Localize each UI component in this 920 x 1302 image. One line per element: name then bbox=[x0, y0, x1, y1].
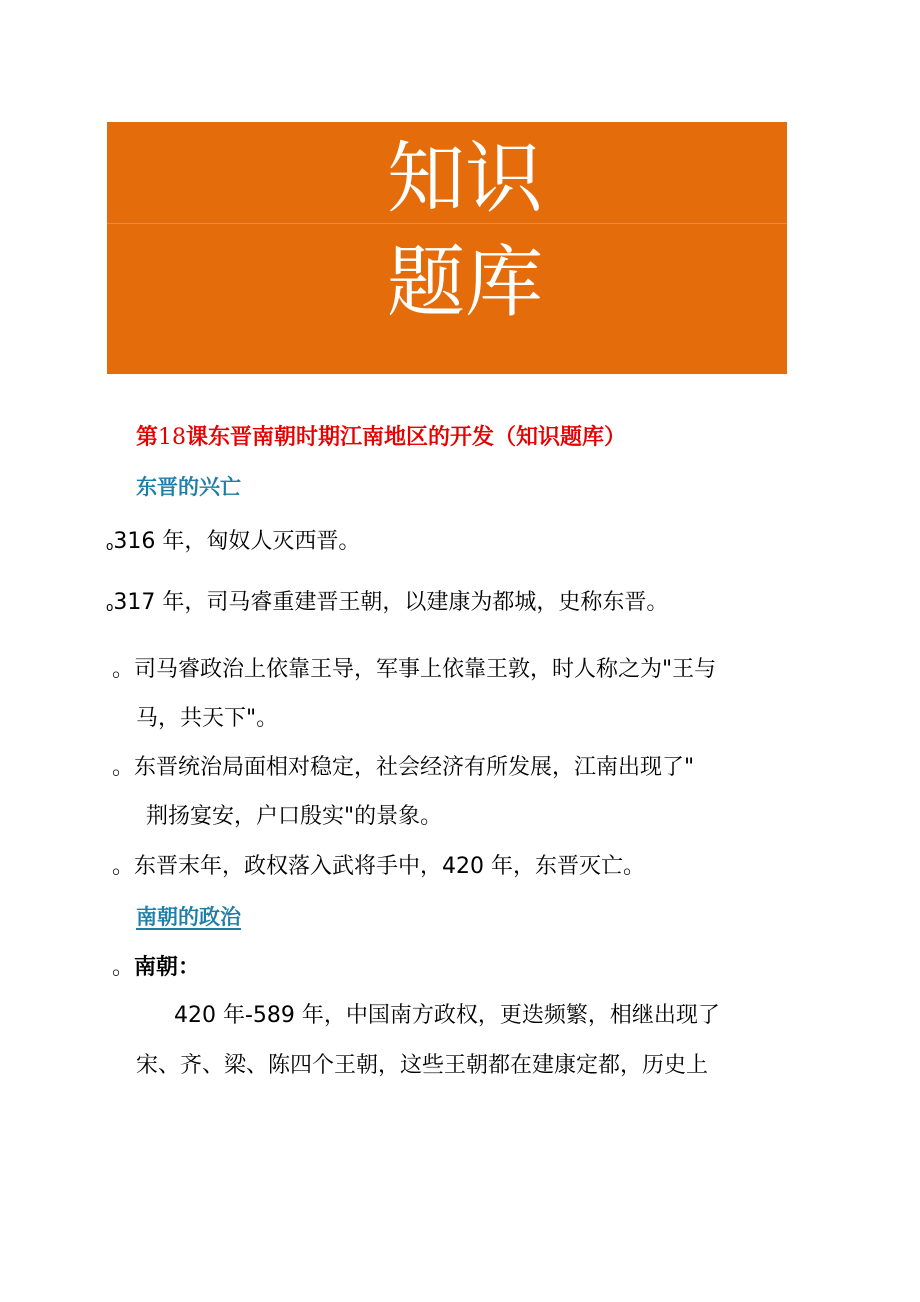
paragraph-line: 宋、齐、梁、陈四个王朝，这些王朝都在建康定都，历史上 bbox=[136, 1053, 709, 1078]
bullet: 。 bbox=[112, 854, 135, 879]
bullet: 。 bbox=[112, 755, 135, 780]
list-item bbox=[106, 524, 360, 564]
list-item-text: 317 年，司马睿重建晋王朝，以建康为都城，史称东晋。 bbox=[113, 590, 669, 615]
banner-title-line1: 知识 bbox=[386, 134, 543, 224]
section-heading-eastern-jin: 东晋的兴亡 bbox=[136, 475, 241, 499]
bullet: o bbox=[106, 600, 114, 614]
bullet: 。 bbox=[112, 657, 135, 682]
list-item-label: 南朝： bbox=[134, 955, 201, 980]
list-item bbox=[112, 750, 694, 786]
bullet: o bbox=[106, 539, 114, 553]
list-item-text: 东晋末年，政权落入武将手中，420 年，东晋灭亡。 bbox=[134, 854, 646, 879]
list-item-continuation: 马，共天下"。 bbox=[136, 706, 279, 731]
list-item bbox=[112, 652, 716, 688]
lesson-title-text: 课东晋南朝时期江南地区的开发（知识题库） bbox=[186, 425, 627, 450]
list-item-continuation: 荆扬宴安，户口殷实"的景象。 bbox=[146, 804, 443, 829]
list-item-text: 东晋统治局面相对稳定，社会经济有所发展，江南出现了" bbox=[134, 755, 695, 780]
list-item-text: 316 年，匈奴人灭西晋。 bbox=[113, 529, 361, 554]
lesson-title-prefix: 第 bbox=[136, 425, 159, 450]
section-heading-southern-dynasties: 南朝的政治 bbox=[136, 905, 241, 929]
list-item bbox=[106, 585, 668, 625]
list-item bbox=[112, 950, 200, 986]
lesson-title bbox=[136, 420, 626, 456]
lesson-number: 18 bbox=[158, 425, 187, 450]
list-item bbox=[112, 849, 645, 885]
bullet: 。 bbox=[112, 955, 135, 980]
banner-title-line2: 题库 bbox=[386, 238, 543, 328]
paragraph-line: 420 年-589 年，中国南方政权，更迭频繁，相继出现了 bbox=[174, 1003, 720, 1028]
list-item-text: 司马睿政治上依靠王导，军事上依靠王敦，时人称之为"王与 bbox=[134, 657, 717, 682]
